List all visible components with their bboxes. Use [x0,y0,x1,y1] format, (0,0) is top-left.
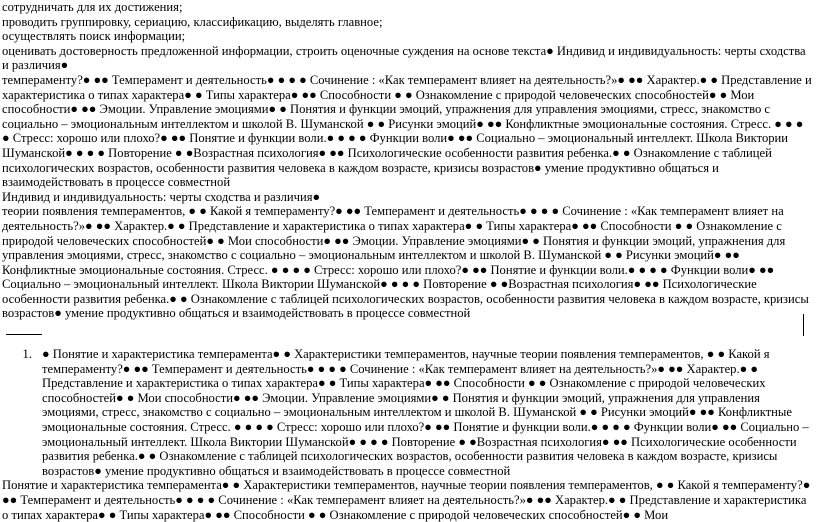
intro-line-4: оценивать достоверность предложенной информации, строить оценочные суждения на основе текста● Индивид и индивидуальность: черты сходства и различия● [2,43,806,73]
paragraph-gap [2,321,814,347]
text-block-3: Понятие и характеристика темперамента● ● Характеристики темпераментов, научные теории появления темпераментов, ● ● Какой я темпераменту?● ●● Темперамент и деятельность● ● ● ● Сочинение : «Как темперамент влияет на деятельность?»● ●● Характер.● ● Представление и характеристика о типах характера● ● Типы характера● ●● Способности ● ● Ознакомление с природой человеческих способностей● ● Мои [2,478,811,522]
intro-line-1: сотрудничать для их достижения; [2,0,183,14]
text-block-1: темпераменту?● ●● Темперамент и деятельность● ● ● ● Сочинение : «Как темперамент влияет на деятельность?»● ●● Характер.● ● Представление и характеристика о типах характера● ● Типы характера● ●● Способности ● ● Ознакомление с природой человеческих способностей● ● Мои способности● ●● Эмоции. Управление эмоциями● ● Понятия и функции эмоций, упражнения для управления эмоциями, стресс, знакомство с социально – эмоциональным интеллектом и школой В. Шуманской ● ● Рисунки эмоций● ●● Конфликтные эмоциональные состояния. Стресс. ● ● ● ● Стресс: хорошо или плохо?● ●● Понятие и функции воли.● ● ● ● Функции воли● ●● Социально – эмоциональный интеллект. Школа Виктории Шуманской● ● ● ● Повторение ● ●Возрастная психология● ●● Психологические особенности развития ребенка.● ● Ознакомление с таблицей психологических возрастов, особенности развития человека в каждом возрасте, кризисы возрастов● умение продуктивно общаться и взаимодействовать в процессе совместной [2,72,812,190]
list-item-number: 1. [22,347,32,362]
numbered-list-item [2,347,814,478]
list-item-text: ● Понятие и характеристика темперамента● ● Характеристики темпераментов, научные теории появления темпераментов, ● ● Какой я темпераменту?● ●● Темперамент и деятельность● ● ● ● Сочинение : «Как темперамент влияет на деятельность?»● ●● Характер.● ● Представление и характеристика о типах характера● ● Типы характера● ●● Способности ● ● Ознакомление с природой человеческих способностей● ● Мои способности● ●● Эмоции. Управление эмоциями● ● Понятия и функции эмоций, упражнения для управления эмоциями, стресс, знакомство с социально – эмоциональным интеллектом и школой В. Шуманской ● ● Рисунки эмоций● ●● Конфликтные эмоциональные состояния. Стресс. ● ● ● ● Стресс: хорошо или плохо?● ●● Понятие и функции воли.● ● ● ● Функции воли● ●● Социально – эмоциональный интеллект. Школа Виктории Шуманской● ● ● ● Повторение ● ●Возрастная психология● ●● Психологические особенности развития ребенка.● ● Ознакомление с таблицей психологических возрастов, особенности развития человека в каждом возрасте, кризисы возрастов● умение продуктивно общаться и взаимодействовать в процессе совместной [42,347,809,478]
text-block-2-heading: Индивид и индивидуальность: черты сходства и различия● [2,189,321,204]
text-cursor [803,314,804,336]
intro-line-3: осуществлять поиск информации; [2,29,186,44]
separator-rule [6,334,42,335]
text-block-2: теории появления темпераментов, ● ● Какой я темпераменту?● ●● Темперамент и деятельность● ● ● ● Сочинение : «Как темперамент влияет на деятельность?»● ●● Характер.● ● Представление и характеристика о типах характера● ● Типы характера● ●● Способности ● ● Ознакомление с природой человеческих способностей● ● Мои способности● ●● Эмоции. Управление эмоциями● ● Понятия и функции эмоций, упражнения для управления эмоциями, стресс, знакомство с социально – эмоциональным интеллектом и школой В. Шуманской ● ● Рисунки эмоций● ●● Конфликтные эмоциональные состояния. Стресс. ● ● ● ● Стресс: хорошо или плохо?● ●● Понятие и функции воли.● ● ● ● Функции воли● ●● Социально – эмоциональный интеллект. Школа Виктории Шуманской● ● ● ● Повторение ● ●Возрастная психология● ●● Психологические особенности развития ребенка.● ● Ознакомление с таблицей психологических возрастов, особенности развития человека в каждом возрасте, кризисы возрастов● умение продуктивно общаться и взаимодействовать в процессе совместной [2,204,809,321]
intro-line-2: проводить группировку, сериацию, классификацию, выделять главное; [2,14,383,29]
